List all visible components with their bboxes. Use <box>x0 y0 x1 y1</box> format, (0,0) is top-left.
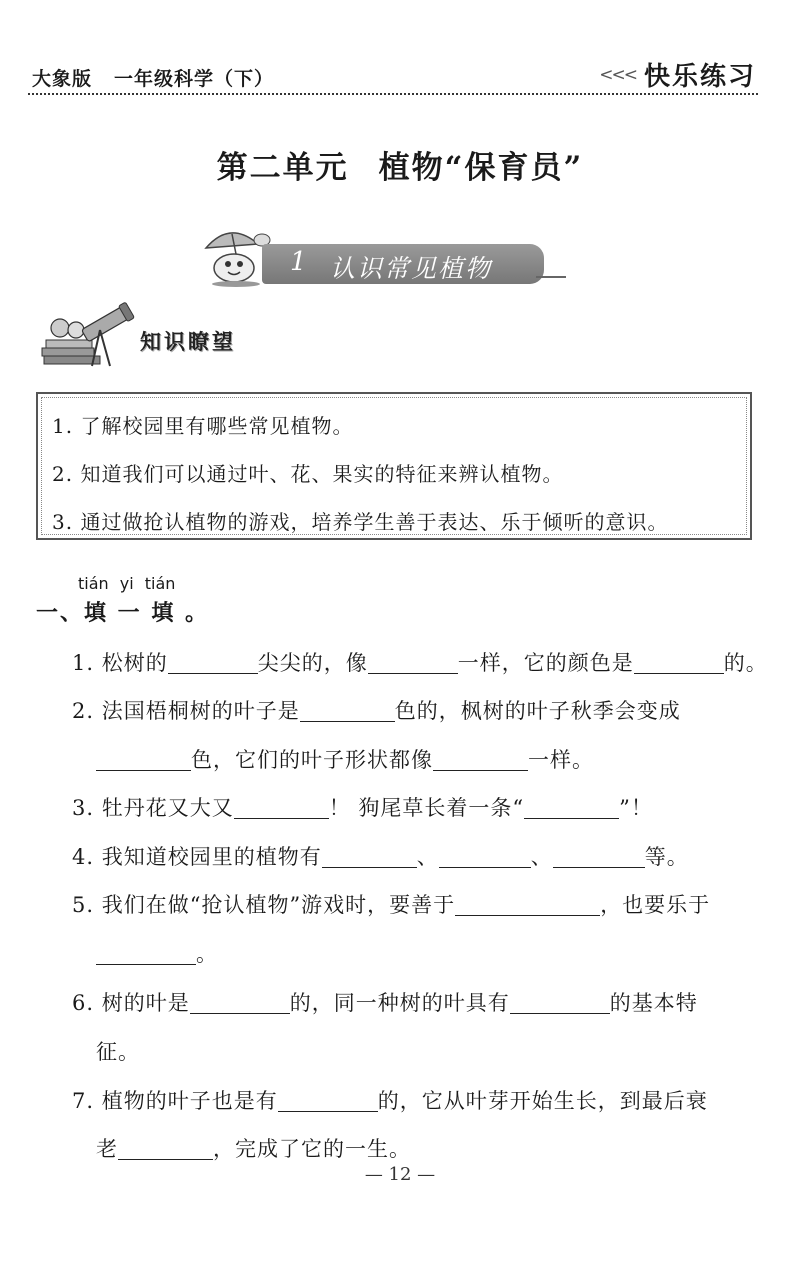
answer-blank[interactable] <box>553 846 645 868</box>
answer-blank[interactable] <box>190 992 290 1014</box>
subject-label: 一年级科学（下） <box>114 68 275 90</box>
answer-blank[interactable] <box>433 749 528 771</box>
unit-name: 植物“保育员” <box>378 150 584 186</box>
banner-underline <box>536 276 566 278</box>
q6-text-a: 6. 树的叶是 <box>72 991 190 1015</box>
q6-text-b: 的，同一种树的叶具有 <box>289 991 510 1015</box>
question-2 <box>72 695 681 725</box>
brand-title: 快乐练习 <box>643 62 756 92</box>
question-7-cont <box>96 1133 411 1163</box>
brand-header <box>599 56 756 93</box>
unit-title <box>0 142 800 187</box>
question-5 <box>72 889 710 919</box>
section-heading: 知识瞭望 <box>140 330 236 354</box>
book-edition-header <box>32 64 274 91</box>
q3-text-c: ”！ <box>619 796 653 820</box>
q2-text-c: 色，它们的叶子形状都像 <box>191 748 433 772</box>
question-7 <box>72 1085 708 1115</box>
lesson-number: 1 <box>290 247 307 277</box>
question-5-cont <box>96 938 218 968</box>
edition-label: 大象版 <box>32 68 93 90</box>
q2-text-b: 色的，枫树的叶子秋季会变成 <box>394 699 681 723</box>
objective-item: 3. 通过做抢认植物的游戏，培养学生善于表达、乐于倾听的意识。 <box>52 510 669 534</box>
q1-text-d: 的。 <box>723 651 768 675</box>
q7-text-a: 7. 植物的叶子也是有 <box>72 1089 278 1113</box>
chevron-left-icon: <<< <box>599 64 636 85</box>
lesson-title: 认识常见植物 <box>330 254 493 283</box>
question-4 <box>72 841 689 871</box>
answer-blank[interactable] <box>455 894 600 916</box>
q7-text-b: 的，它从叶芽开始生长，到最后衰 <box>377 1089 708 1113</box>
question-3 <box>72 792 653 822</box>
q2-text-d: 一样。 <box>528 748 594 772</box>
page-number: — 12 — <box>364 1164 436 1185</box>
objective-item: 2. 知道我们可以通过叶、花、果实的特征来辨认植物。 <box>52 462 564 486</box>
answer-blank[interactable] <box>510 992 610 1014</box>
q4-text-d: 等。 <box>644 845 689 869</box>
q6-text-c: 的基本特 <box>609 991 698 1015</box>
answer-blank[interactable] <box>322 846 417 868</box>
q7-text-c: 老 <box>96 1137 118 1161</box>
exercise-title: 一、填 一 填 。 <box>36 601 209 626</box>
question-1 <box>72 647 768 677</box>
header-divider <box>28 93 758 95</box>
answer-blank[interactable] <box>96 943 196 965</box>
question-6 <box>72 987 698 1017</box>
answer-blank[interactable] <box>118 1138 213 1160</box>
answer-blank[interactable] <box>168 652 258 674</box>
q3-text-a: 3. 牡丹花又大又 <box>72 796 234 820</box>
q4-text-a: 4. 我知道校园里的植物有 <box>72 845 322 869</box>
q4-text-c: 、 <box>530 845 553 869</box>
q5-text-b: ，也要乐于 <box>600 893 711 917</box>
question-2-cont <box>96 744 594 774</box>
answer-blank[interactable] <box>368 652 458 674</box>
unit-number: 第二单元 <box>216 150 349 186</box>
answer-blank[interactable] <box>634 652 724 674</box>
answer-blank[interactable] <box>300 700 395 722</box>
q2-text-a: 2. 法国梧桐树的叶子是 <box>72 699 300 723</box>
q4-text-b: 、 <box>416 845 439 869</box>
telescope-icon <box>38 292 138 374</box>
q3-text-b: ！ 狗尾草长着一条“ <box>328 796 525 820</box>
q1-text-b: 尖尖的，像 <box>257 651 368 675</box>
answer-blank[interactable] <box>524 797 619 819</box>
q6-text-d: 征。 <box>96 1040 140 1064</box>
question-6-cont <box>96 1036 140 1066</box>
answer-blank[interactable] <box>234 797 329 819</box>
objective-item: 1. 了解校园里有哪些常见植物。 <box>52 414 354 438</box>
q5-text-c: 。 <box>196 942 218 966</box>
q5-text-a: 5. 我们在做“抢认植物”游戏时，要善于 <box>72 893 456 917</box>
q7-text-d: ，完成了它的一生。 <box>213 1137 411 1161</box>
answer-blank[interactable] <box>96 749 191 771</box>
exercise-pinyin: tián yi tián <box>78 574 176 593</box>
q1-text-a: 1. 松树的 <box>72 651 168 675</box>
answer-blank[interactable] <box>278 1090 378 1112</box>
q1-text-c: 一样，它的颜色是 <box>457 651 634 675</box>
answer-blank[interactable] <box>439 846 531 868</box>
